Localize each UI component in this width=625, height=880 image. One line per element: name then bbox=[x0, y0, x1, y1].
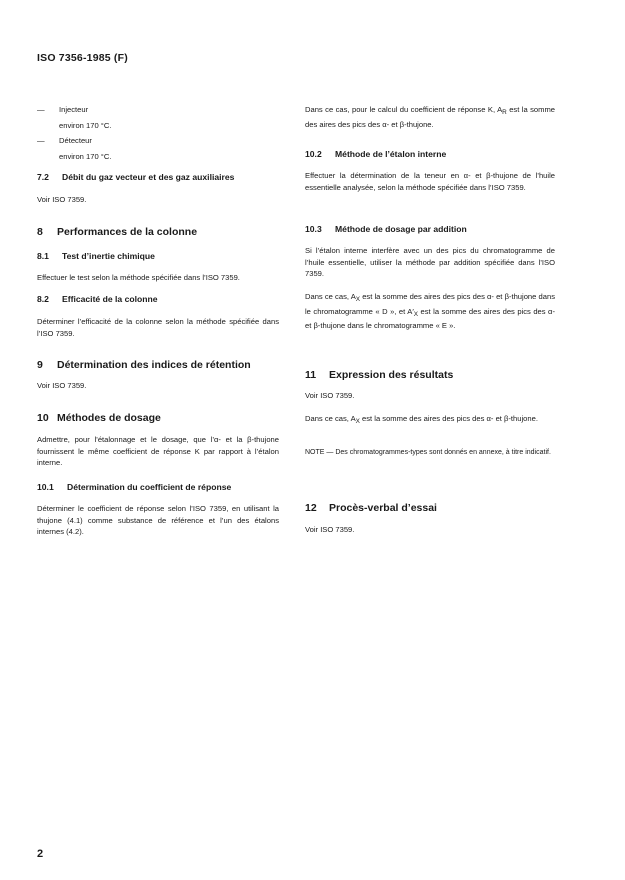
section-heading-10-1 bbox=[37, 482, 279, 492]
subscript: X bbox=[413, 310, 419, 318]
section-title: Efficacité de la colonne bbox=[62, 294, 158, 304]
section-body-11-a: Voir ISO 7359. bbox=[305, 391, 355, 400]
section-number: 8.1 bbox=[37, 251, 49, 261]
section-body-10-2: Effectuer la détermination de la teneur en α- et β-thujone de l’huile essentielle analysée, selon la méthode spécifiée dans l’ISO 7359. bbox=[305, 171, 555, 192]
section-heading-8 bbox=[37, 226, 279, 238]
section-number: 11 bbox=[305, 369, 317, 381]
section-body-8-2: Déterminer l’efficacité de la colonne selon la méthode spécifiée dans l’ISO 7359. bbox=[37, 317, 279, 338]
section-number: 8 bbox=[37, 226, 43, 238]
section-body-12: Voir ISO 7359. bbox=[305, 525, 355, 534]
section-heading-8-2 bbox=[37, 294, 279, 304]
page-number: 2 bbox=[37, 848, 44, 860]
text-run: est la somme des aires des pics des α- et β-thujone dans le chromatogramme « E ». bbox=[305, 306, 555, 331]
section-number: 7.2 bbox=[37, 172, 49, 182]
section-title: Méthode de l’étalon interne bbox=[335, 149, 447, 159]
section-heading-10-2 bbox=[305, 149, 555, 159]
section-heading-7-2 bbox=[37, 172, 279, 182]
section-10-1-continuation bbox=[305, 104, 555, 130]
section-title: Débit du gaz vecteur et des gaz auxiliaires bbox=[62, 172, 235, 182]
subscript: R bbox=[502, 109, 507, 116]
section-number: 9 bbox=[37, 359, 43, 371]
document-header: ISO 7356-1985 (F) bbox=[37, 52, 128, 64]
text-run: est la somme des aires des pics des α- et β-thujone dans le chromatogramme « D », et A′ bbox=[305, 292, 555, 316]
section-title: Procès-verbal d’essai bbox=[329, 502, 437, 514]
list-value: environ 170 °C. bbox=[59, 120, 112, 130]
section-title: Méthode de dosage par addition bbox=[335, 224, 467, 234]
section-number: 8.2 bbox=[37, 294, 49, 304]
text-run: est la somme des aires des pics des α- et β-thujone. bbox=[359, 414, 538, 423]
list-label: Détecteur bbox=[59, 136, 92, 146]
text-run: Dans ce cas, A bbox=[305, 414, 356, 423]
section-body-9: Voir ISO 7359. bbox=[37, 381, 87, 390]
section-title: Expression des résultats bbox=[329, 369, 454, 381]
section-body-11-b bbox=[305, 413, 555, 428]
section-body-10-1: Déterminer le coefficient de réponse selon l’ISO 7359, en utilisant la thujone (4.1) comme substance de référence et l’un des étalons internes (4.2). bbox=[37, 504, 279, 537]
section-title: Détermination des indices de rétention bbox=[57, 359, 251, 371]
section-heading-12 bbox=[305, 502, 555, 514]
section-title: Performances de la colonne bbox=[57, 226, 198, 238]
section-heading-9 bbox=[37, 359, 279, 371]
section-title: Détermination du coefficient de réponse bbox=[67, 482, 232, 492]
section-title: Méthodes de dosage bbox=[57, 412, 161, 424]
section-body-7-2: Voir ISO 7359. bbox=[37, 195, 87, 204]
text-run: Dans ce cas, A bbox=[305, 292, 356, 301]
section-heading-10-3 bbox=[305, 224, 555, 234]
section-heading-11 bbox=[305, 369, 555, 381]
section-number: 12 bbox=[305, 502, 317, 514]
list-value: environ 170 °C. bbox=[59, 151, 112, 161]
list-label: Injecteur bbox=[59, 105, 89, 114]
section-body-8-1: Effectuer le test selon la méthode spécifiée dans l’ISO 7359. bbox=[37, 273, 240, 282]
section-body-10-3-b bbox=[305, 291, 555, 332]
section-note-11: NOTE — Des chromatogrammes-types sont donnés en annexe, à titre indicatif. bbox=[305, 449, 551, 456]
subscript: X bbox=[355, 418, 360, 425]
section-number: 10.2 bbox=[305, 149, 322, 159]
section-body-10-3-a: Si l’étalon interne interfère avec un des pics du chromatogramme de l’huile essentielle, utiliser la méthode par addition spécifiée dans l’ISO 7359. bbox=[305, 246, 555, 279]
list-bullet: — bbox=[37, 105, 45, 114]
list-item bbox=[37, 104, 279, 116]
section-heading-10 bbox=[37, 412, 279, 424]
subscript: X bbox=[355, 296, 361, 303]
section-body-10: Admettre, pour l’étalonnage et le dosage, que l’α- et la β-thujone fournissent le même coefficient de réponse K par rapport à l’étalon interne. bbox=[37, 435, 279, 468]
section-number: 10 bbox=[37, 412, 49, 424]
section-title: Test d’inertie chimique bbox=[62, 251, 155, 261]
section-heading-8-1 bbox=[37, 251, 279, 261]
section-number: 10.1 bbox=[37, 482, 54, 492]
section-number: 10.3 bbox=[305, 224, 322, 234]
list-item bbox=[37, 135, 279, 147]
temperature-list bbox=[37, 104, 279, 162]
text-run: Dans ce cas, pour le calcul du coefficient de réponse K, A bbox=[305, 105, 503, 114]
text-run: est la somme des aires des pics des α- et β-thujone. bbox=[305, 105, 555, 129]
list-bullet: — bbox=[37, 136, 45, 146]
